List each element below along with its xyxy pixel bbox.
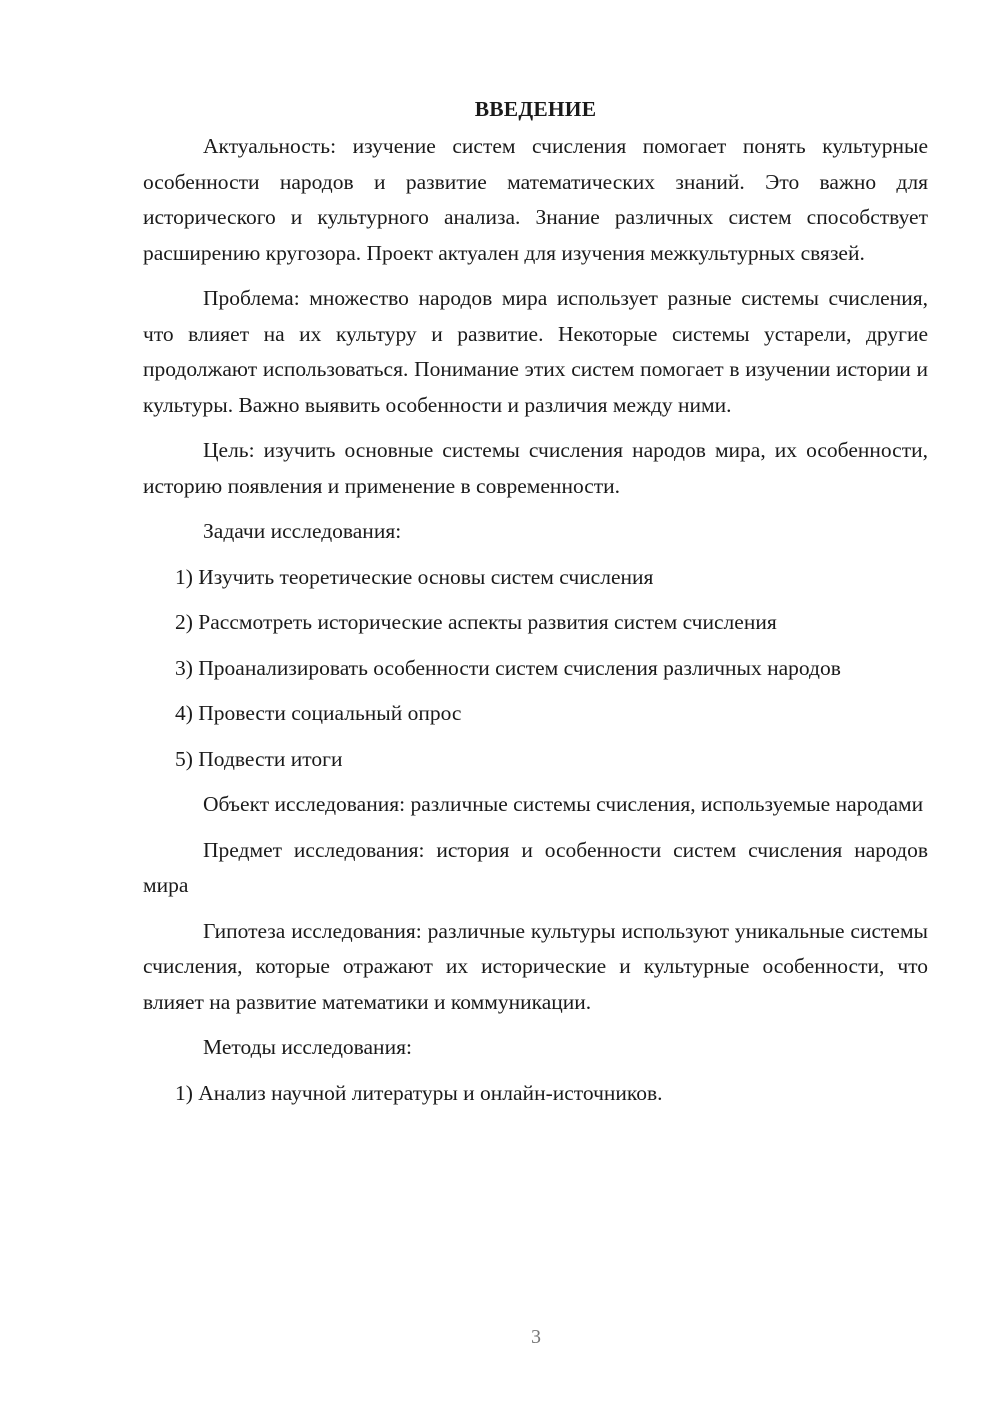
object-paragraph: Объект исследования: различные системы счисления, используемые народами <box>203 792 924 816</box>
task-item: 1) Изучить теоретические основы систем счисления <box>175 564 654 589</box>
relevance-paragraph: Актуальность: изучение систем счисления помогает понять культурные особенности народов и развитие математических знаний. Это важно для исторического и культурного анализа. Знание различных систем способствует расширению кругозора. Проект актуален для изучения межкультурных связей. <box>143 134 928 265</box>
methods-label: Методы исследования: <box>203 1035 412 1059</box>
goal-paragraph: Цель: изучить основные системы счисления народов мира, их особенности, историю появления и применение в современности. <box>143 438 928 498</box>
problem-paragraph: Проблема: множество народов мира использует разные системы счисления, что влияет на их культуру и развитие. Некоторые системы устарели, другие продолжают использоваться. Понимание этих систем помогает в изучении истории и культуры. Важно выявить особенности и различия между ними. <box>143 286 928 417</box>
hypothesis-paragraph: Гипотеза исследования: различные культуры используют уникальные системы счисления, которые отражают их исторические и культурные особенности, что влияет на развитие математики и коммуникации. <box>143 918 928 1014</box>
document-page <box>143 92 928 1121</box>
task-item: 4) Провести социальный опрос <box>175 701 462 725</box>
method-item: 1) Анализ научной литературы и онлайн-источников. <box>175 1080 663 1105</box>
subject-paragraph: Предмет исследования: история и особенности систем счисления народов мира <box>143 837 928 897</box>
tasks-label: Задачи исследования: <box>203 519 402 543</box>
task-item: 3) Проанализировать особенности систем счисления различных народов <box>175 655 841 680</box>
task-item: 5) Подвести итоги <box>175 746 343 771</box>
task-item: 2) Рассмотреть исторические аспекты развития систем счисления <box>175 610 777 634</box>
page-heading: ВВЕДЕНИЕ <box>474 97 597 121</box>
page-number: 3 <box>531 1326 541 1348</box>
